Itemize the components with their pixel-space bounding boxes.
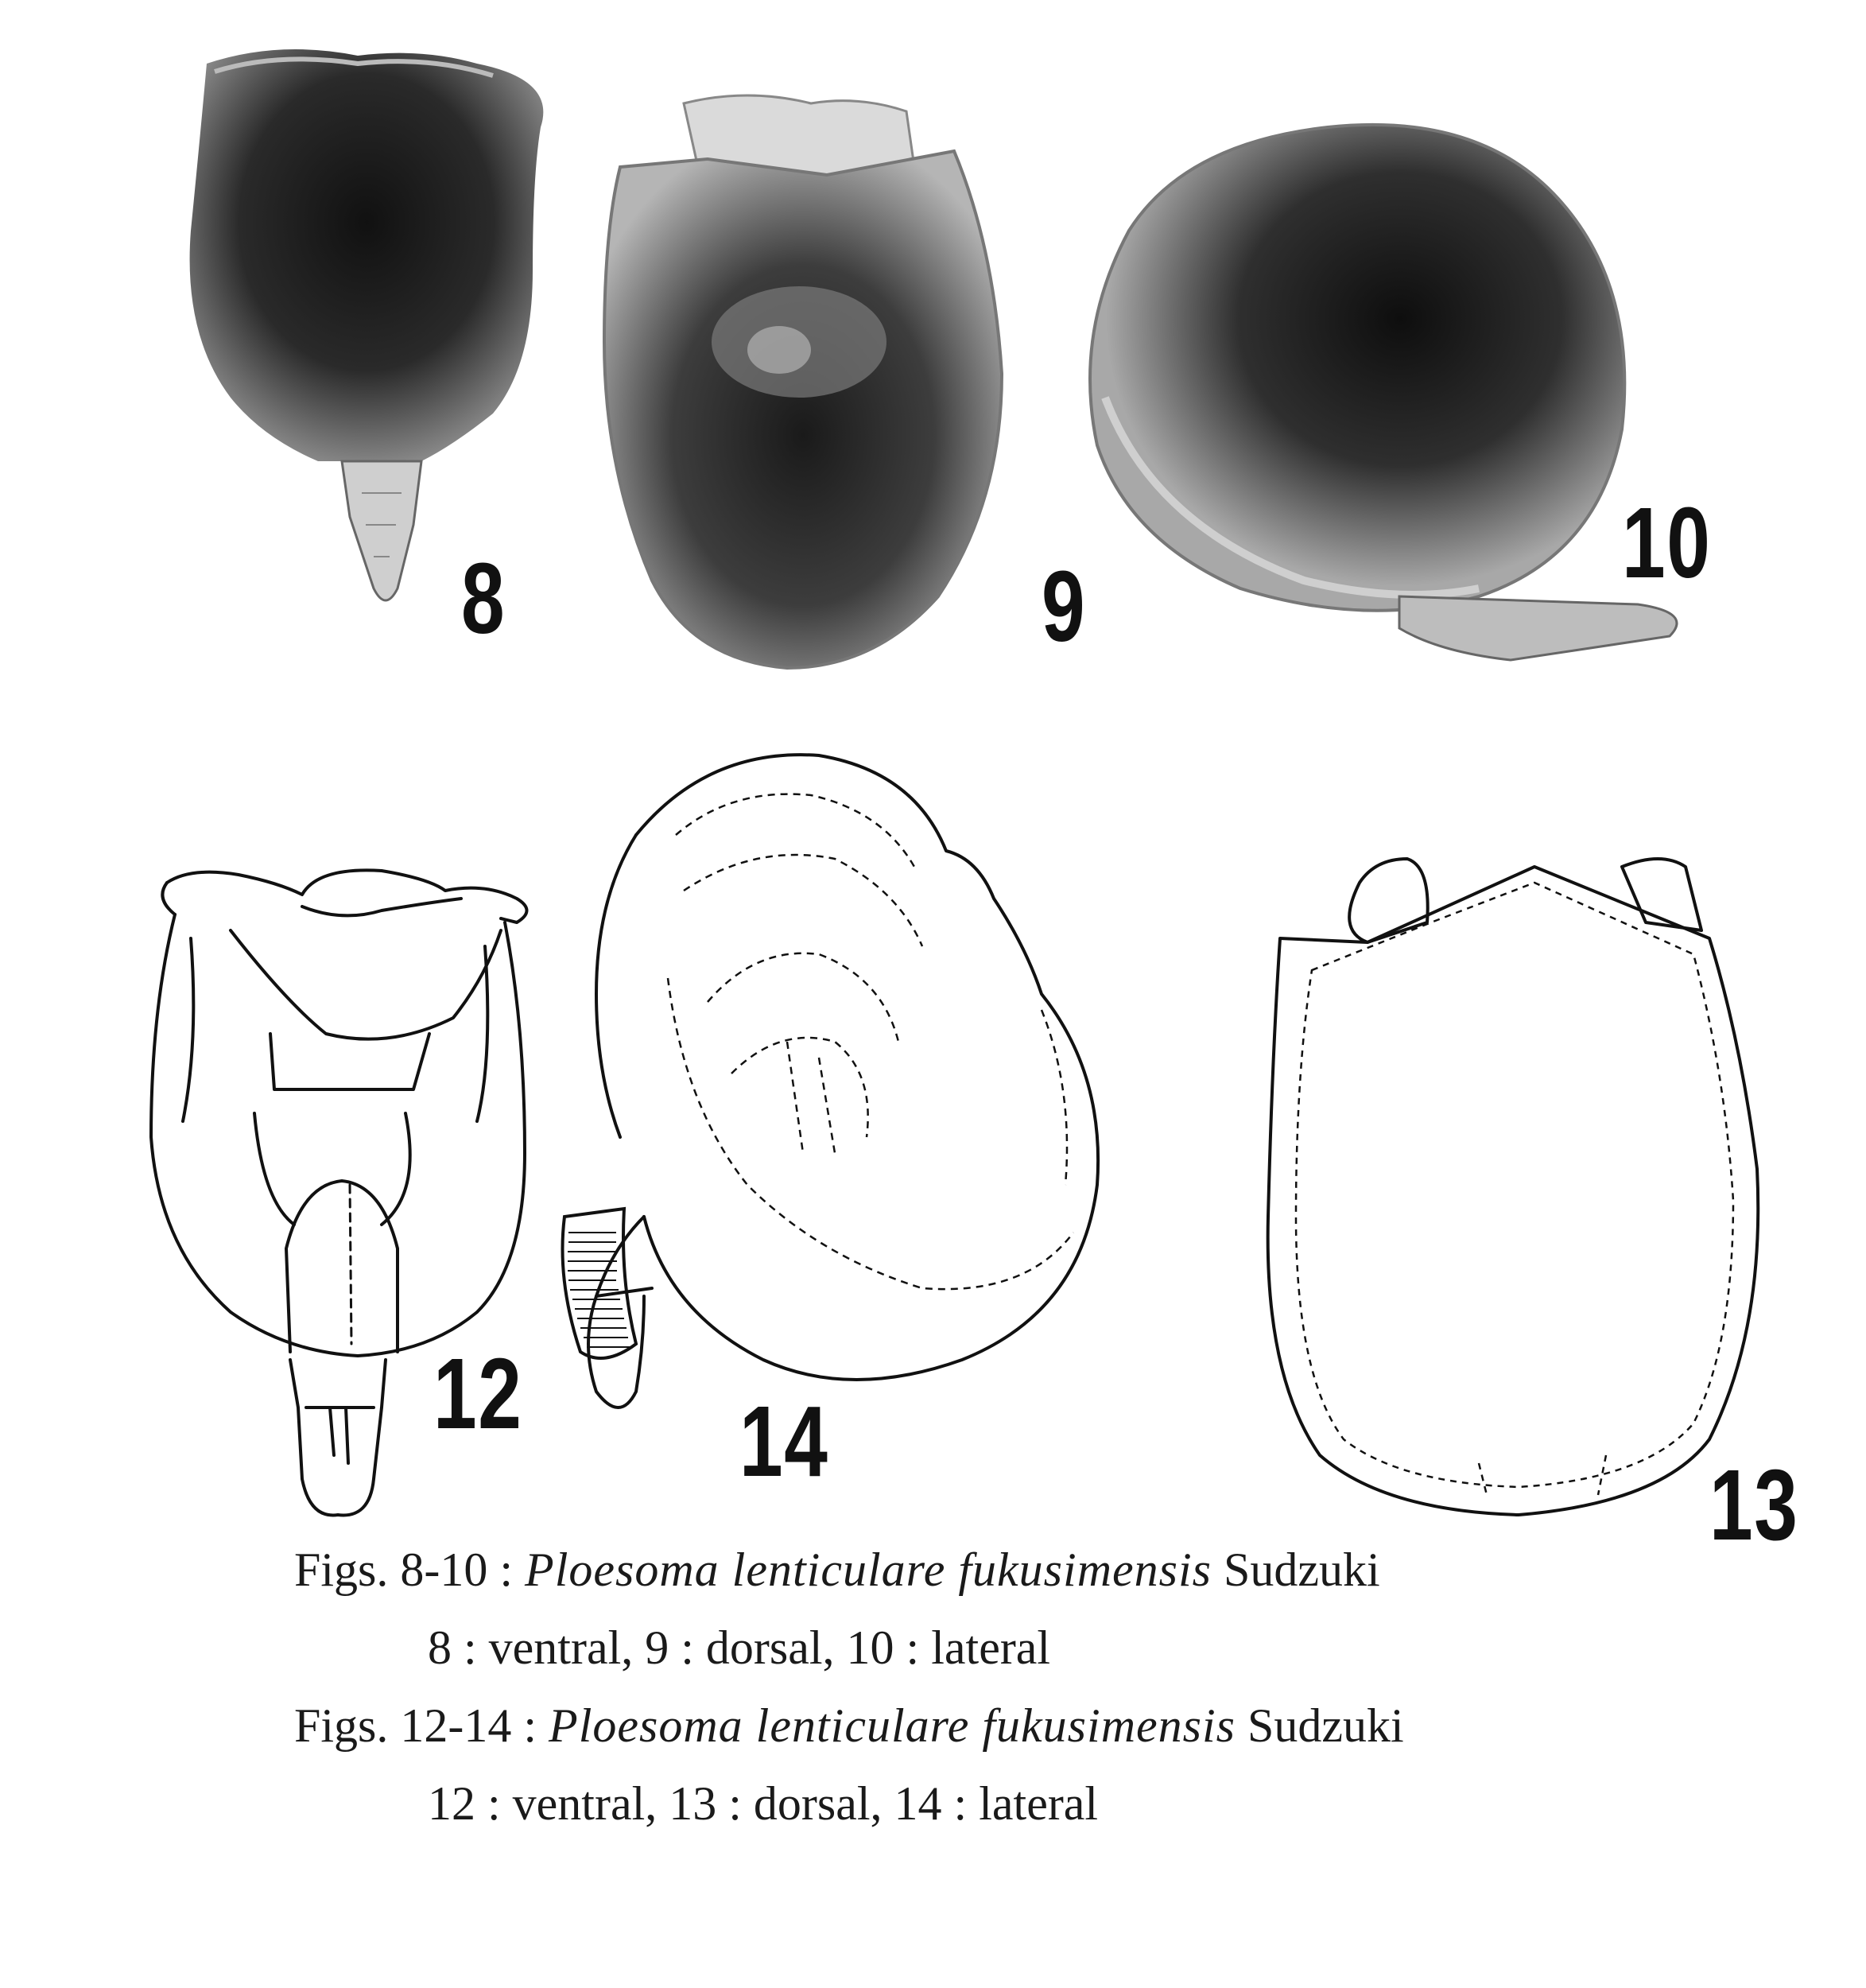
species-name: Ploesoma lenticulare fukusimensis xyxy=(525,1543,1212,1596)
photo-figure-10-lateral xyxy=(1065,111,1686,684)
caption-prefix: Figs. 12-14 : xyxy=(294,1699,549,1752)
author-name: Sudzuki xyxy=(1212,1543,1380,1596)
caption-prefix: Figs. 8-10 : xyxy=(294,1543,526,1596)
figure-caption xyxy=(294,1531,1805,1842)
caption-line-figs-8-10 xyxy=(294,1531,1805,1609)
figure-number-9: 9 xyxy=(1042,550,1087,662)
figure-number-10: 10 xyxy=(1622,487,1712,599)
caption-line-figs-12-14 xyxy=(294,1687,1805,1765)
figure-number-8: 8 xyxy=(461,542,506,654)
figure-number-12: 12 xyxy=(433,1338,523,1450)
species-name: Ploesoma lenticulare fukusimensis xyxy=(549,1699,1236,1752)
author-name: Sudzuki xyxy=(1236,1699,1404,1752)
photo-figure-9-dorsal xyxy=(588,87,1034,676)
caption-views-8-10: 8 : ventral, 9 : dorsal, 10 : lateral xyxy=(428,1621,1051,1674)
drawing-figure-13-dorsal xyxy=(1248,835,1805,1535)
drawing-figure-14-lateral xyxy=(549,740,1185,1455)
caption-views-12-14: 12 : ventral, 13 : dorsal, 14 : lateral xyxy=(428,1777,1099,1830)
photo-figure-8-ventral xyxy=(159,32,588,636)
figure-number-13: 13 xyxy=(1709,1449,1799,1561)
figure-number-14: 14 xyxy=(739,1385,829,1497)
